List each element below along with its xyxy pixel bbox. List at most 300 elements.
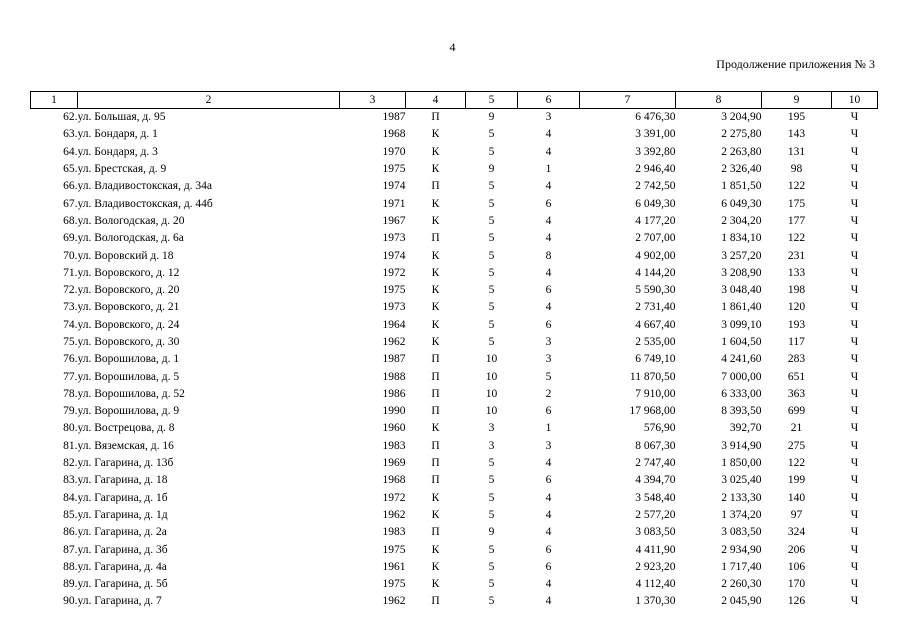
- entrances-cell: 3: [545, 336, 552, 348]
- column-header: 1: [31, 92, 78, 109]
- total-area-cell: 2 731,40: [635, 301, 676, 314]
- address-cell: ул. Гагарина, д. 4а: [77, 560, 167, 573]
- table-row: [31, 593, 878, 610]
- address-cell: ул. Большая, д. 95: [77, 111, 166, 124]
- ownership-form-cell: Ч: [850, 353, 859, 366]
- living-area-cell: 3 204,90: [721, 111, 762, 124]
- column-header: 10: [832, 92, 878, 109]
- total-area-cell: 4 144,20: [635, 266, 676, 279]
- row-number-cell: 66.: [63, 180, 78, 193]
- living-area-cell: 2 263,80: [721, 145, 762, 158]
- living-area-cell: 1 861,40: [721, 301, 762, 314]
- row-number-cell: 80.: [63, 422, 78, 435]
- total-area-cell: 2 923,20: [635, 560, 676, 573]
- floors-cell: 5: [488, 578, 495, 591]
- living-area-cell: 4 241,60: [721, 353, 762, 366]
- residents-cell: 98: [790, 163, 803, 176]
- ownership-form-cell: Ч: [850, 336, 859, 348]
- floors-cell: 5: [488, 214, 495, 227]
- wall-material-cell: П: [431, 232, 440, 245]
- table-row: [31, 144, 878, 161]
- living-area-cell: 3 099,10: [721, 318, 762, 331]
- ownership-form-cell: Ч: [850, 318, 859, 331]
- floors-cell: 9: [488, 163, 495, 176]
- wall-material-cell: П: [431, 526, 440, 539]
- residents-cell: 175: [787, 197, 806, 210]
- living-area-cell: 1 851,50: [721, 180, 762, 193]
- address-cell: ул. Гагарина, д. 2а: [77, 526, 167, 539]
- living-area-cell: 3 025,40: [721, 474, 762, 487]
- address-cell: ул. Ворошилова, д. 5: [77, 370, 180, 383]
- residents-cell: 140: [787, 491, 806, 504]
- column-header: 7: [580, 92, 676, 109]
- table-row: [31, 472, 878, 489]
- ownership-form-cell: Ч: [850, 284, 859, 297]
- living-area-cell: 2 275,80: [721, 128, 762, 141]
- row-number-cell: 64.: [63, 145, 78, 158]
- entrances-cell: 1: [545, 422, 552, 435]
- column-header: 4: [406, 92, 466, 109]
- ownership-form-cell: Ч: [850, 266, 859, 279]
- table-row: [31, 490, 878, 507]
- year-built-cell: 1973: [382, 301, 406, 314]
- year-built-cell: 1975: [382, 578, 406, 591]
- wall-material-cell: П: [431, 439, 440, 452]
- entrances-cell: 6: [545, 284, 552, 297]
- residents-cell: 363: [787, 387, 806, 400]
- floors-cell: 5: [488, 180, 495, 193]
- wall-material-cell: К: [431, 214, 440, 227]
- row-number-cell: 62.: [63, 111, 78, 124]
- ownership-form-cell: Ч: [850, 128, 859, 141]
- year-built-cell: 1961: [382, 560, 406, 573]
- entrances-cell: 4: [545, 508, 552, 521]
- floors-cell: 10: [485, 353, 498, 366]
- floors-cell: 5: [488, 128, 495, 141]
- ownership-form-cell: Ч: [850, 474, 859, 487]
- table-row: [31, 524, 878, 541]
- total-area-cell: 3 391,00: [635, 128, 676, 141]
- address-cell: ул. Вострецова, д. 8: [77, 422, 175, 435]
- table-row: [31, 403, 878, 420]
- address-cell: ул. Ворошилова, д. 52: [77, 387, 185, 400]
- row-number-cell: 68.: [63, 214, 78, 227]
- entrances-cell: 4: [545, 145, 552, 158]
- floors-cell: 5: [488, 145, 495, 158]
- year-built-cell: 1975: [382, 163, 406, 176]
- year-built-cell: 1962: [382, 508, 406, 521]
- year-built-cell: 1964: [382, 318, 406, 331]
- total-area-cell: 11 870,50: [629, 370, 676, 383]
- ownership-form-cell: Ч: [850, 370, 859, 383]
- ownership-form-cell: Ч: [850, 405, 859, 418]
- residents-cell: 122: [787, 232, 806, 245]
- address-cell: ул. Владивостокская, д. 44б: [77, 197, 213, 210]
- living-area-cell: 1 604,50: [721, 336, 762, 348]
- wall-material-cell: К: [431, 318, 440, 331]
- entrances-cell: 6: [545, 543, 552, 556]
- total-area-cell: 5 590,30: [635, 284, 676, 297]
- entrances-cell: 4: [545, 457, 552, 470]
- entrances-cell: 3: [545, 439, 552, 452]
- page-number: 4: [449, 40, 456, 54]
- row-number-cell: 81.: [63, 439, 78, 452]
- floors-cell: 5: [488, 301, 495, 314]
- wall-material-cell: П: [431, 457, 440, 470]
- total-area-cell: 1 370,30: [635, 595, 676, 608]
- total-area-cell: 3 548,40: [635, 491, 676, 504]
- row-number-cell: 82.: [63, 457, 78, 470]
- total-area-cell: 4 411,90: [635, 543, 676, 556]
- address-cell: ул. Воровского, д. 20: [77, 284, 180, 297]
- wall-material-cell: К: [431, 301, 440, 314]
- year-built-cell: 1968: [382, 474, 406, 487]
- year-built-cell: 1990: [382, 405, 406, 418]
- living-area-cell: 3 048,40: [721, 284, 762, 297]
- row-number-cell: 67.: [63, 197, 78, 210]
- ownership-form-cell: Ч: [850, 301, 859, 314]
- total-area-cell: 4 667,40: [635, 318, 676, 331]
- table-row: [31, 386, 878, 403]
- table-row: [31, 351, 878, 368]
- year-built-cell: 1975: [382, 543, 406, 556]
- address-cell: ул. Ворошилова, д. 1: [77, 353, 180, 366]
- residents-cell: 97: [790, 508, 803, 521]
- wall-material-cell: К: [431, 163, 440, 176]
- row-number-cell: 85.: [63, 508, 78, 521]
- total-area-cell: 4 177,20: [635, 214, 676, 227]
- table-row: [31, 559, 878, 576]
- ownership-form-cell: Ч: [850, 145, 859, 158]
- table-row: [31, 420, 878, 437]
- address-cell: ул. Брестская, д. 9: [77, 163, 167, 176]
- year-built-cell: 1960: [382, 422, 406, 435]
- living-area-cell: 2 260,30: [721, 578, 762, 591]
- column-header: 3: [340, 92, 406, 109]
- floors-cell: 5: [488, 474, 495, 487]
- living-area-cell: 2 326,40: [721, 163, 762, 176]
- entrances-cell: 6: [545, 560, 552, 573]
- table-row: [31, 247, 878, 264]
- residents-cell: 122: [787, 457, 806, 470]
- floors-cell: 5: [488, 457, 495, 470]
- wall-material-cell: П: [431, 387, 440, 400]
- residents-cell: 133: [787, 266, 806, 279]
- row-number-cell: 63.: [63, 128, 78, 141]
- residents-cell: 231: [787, 249, 806, 262]
- residents-cell: 195: [787, 111, 806, 124]
- year-built-cell: 1987: [382, 111, 406, 124]
- wall-material-cell: П: [431, 370, 440, 383]
- year-built-cell: 1987: [382, 353, 406, 366]
- address-cell: ул. Гагарина, д. 7: [77, 595, 162, 608]
- entrances-cell: 4: [545, 526, 552, 539]
- address-cell: ул. Воровский д. 18: [77, 249, 174, 262]
- ownership-form-cell: Ч: [850, 232, 859, 245]
- ownership-form-cell: Ч: [850, 422, 859, 435]
- ownership-form-cell: Ч: [850, 214, 859, 227]
- floors-cell: 5: [488, 595, 495, 608]
- residents-cell: 143: [787, 128, 806, 141]
- row-number-cell: 90.: [63, 595, 78, 608]
- living-area-cell: 7 000,00: [721, 370, 762, 383]
- year-built-cell: 1972: [382, 491, 406, 504]
- ownership-form-cell: Ч: [850, 578, 859, 591]
- floors-cell: 9: [488, 111, 495, 124]
- entrances-cell: 4: [545, 128, 552, 141]
- floors-cell: 10: [485, 405, 498, 418]
- residents-cell: 324: [787, 526, 806, 539]
- wall-material-cell: К: [431, 336, 440, 348]
- entrances-cell: 1: [545, 163, 552, 176]
- row-number-cell: 75.: [63, 336, 78, 348]
- wall-material-cell: К: [431, 543, 440, 556]
- residents-cell: 21: [790, 422, 803, 435]
- living-area-cell: 6 333,00: [721, 387, 762, 400]
- floors-cell: 3: [488, 422, 495, 435]
- address-cell: ул. Бондаря, д. 1: [77, 128, 158, 141]
- living-area-cell: 392,70: [729, 422, 762, 435]
- total-area-cell: 3 392,80: [635, 145, 676, 158]
- table-row: [31, 230, 878, 247]
- header-row: [31, 92, 878, 109]
- total-area-cell: 4 112,40: [635, 578, 676, 591]
- living-area-cell: 1 834,10: [721, 232, 762, 245]
- entrances-cell: 8: [545, 249, 552, 262]
- wall-material-cell: П: [431, 595, 440, 608]
- row-number-cell: 86.: [63, 526, 78, 539]
- entrances-cell: 4: [545, 214, 552, 227]
- year-built-cell: 1972: [382, 266, 406, 279]
- total-area-cell: 17 968,00: [629, 405, 676, 418]
- floors-cell: 10: [485, 370, 498, 383]
- year-built-cell: 1988: [382, 370, 406, 383]
- wall-material-cell: К: [431, 197, 440, 210]
- table-row: [31, 317, 878, 334]
- entrances-cell: 6: [545, 197, 552, 210]
- residents-cell: 198: [787, 284, 806, 297]
- table-row: [31, 178, 878, 195]
- entrances-cell: 4: [545, 301, 552, 314]
- address-cell: ул. Гагарина, д. 1д: [77, 508, 168, 521]
- wall-material-cell: К: [431, 508, 440, 521]
- residents-cell: 699: [787, 405, 806, 418]
- residents-cell: 283: [787, 353, 806, 366]
- ownership-form-cell: Ч: [850, 595, 859, 608]
- entrances-cell: 3: [545, 353, 552, 366]
- table-row: [31, 507, 878, 524]
- floors-cell: 5: [488, 249, 495, 262]
- living-area-cell: 2 045,90: [721, 595, 762, 608]
- table-row: [31, 438, 878, 455]
- entrances-cell: 4: [545, 578, 552, 591]
- year-built-cell: 1962: [382, 336, 406, 348]
- residents-cell: 170: [787, 578, 806, 591]
- wall-material-cell: К: [431, 128, 440, 141]
- table-body: [31, 109, 878, 611]
- row-number-cell: 87.: [63, 543, 78, 556]
- floors-cell: 5: [488, 232, 495, 245]
- living-area-cell: 2 934,90: [721, 543, 762, 556]
- residents-cell: 206: [787, 543, 806, 556]
- address-cell: ул. Бондаря, д. 3: [77, 145, 158, 158]
- floors-cell: 10: [485, 387, 498, 400]
- table-row: [31, 265, 878, 282]
- ownership-form-cell: Ч: [850, 543, 859, 556]
- total-area-cell: 3 083,50: [635, 526, 676, 539]
- address-cell: ул. Воровского, д. 24: [77, 318, 180, 331]
- row-number-cell: 83.: [63, 474, 78, 487]
- residents-cell: 106: [787, 560, 806, 573]
- entrances-cell: 4: [545, 180, 552, 193]
- table-row: [31, 213, 878, 230]
- address-cell: ул. Вологодская, д. 6а: [77, 232, 184, 245]
- column-header: 5: [466, 92, 518, 109]
- floors-cell: 5: [488, 336, 495, 348]
- wall-material-cell: К: [431, 422, 440, 435]
- wall-material-cell: П: [431, 405, 440, 418]
- floors-cell: 5: [488, 560, 495, 573]
- column-header: 9: [762, 92, 832, 109]
- housing-table: [30, 91, 878, 611]
- floors-cell: 5: [488, 491, 495, 504]
- total-area-cell: 8 067,30: [635, 439, 676, 452]
- entrances-cell: 4: [545, 595, 552, 608]
- ownership-form-cell: Ч: [850, 560, 859, 573]
- floors-cell: 5: [488, 318, 495, 331]
- residents-cell: 199: [787, 474, 806, 487]
- row-number-cell: 73.: [63, 301, 78, 314]
- living-area-cell: 3 083,50: [721, 526, 762, 539]
- table-row: [31, 368, 878, 385]
- total-area-cell: 2 747,40: [635, 457, 676, 470]
- address-cell: ул. Вологодская, д. 20: [77, 214, 185, 227]
- wall-material-cell: П: [431, 474, 440, 487]
- wall-material-cell: К: [431, 491, 440, 504]
- ownership-form-cell: Ч: [850, 249, 859, 262]
- row-number-cell: 65.: [63, 163, 78, 176]
- wall-material-cell: К: [431, 249, 440, 262]
- column-header: 6: [518, 92, 580, 109]
- total-area-cell: 2 742,50: [635, 180, 676, 193]
- row-number-cell: 74.: [63, 318, 78, 331]
- floors-cell: 5: [488, 508, 495, 521]
- table-row: [31, 455, 878, 472]
- residents-cell: 131: [787, 145, 806, 158]
- residents-cell: 120: [787, 301, 806, 314]
- address-cell: ул. Гагарина, д. 1б: [77, 491, 168, 504]
- year-built-cell: 1973: [382, 232, 406, 245]
- residents-cell: 651: [787, 370, 806, 383]
- living-area-cell: 2 133,30: [721, 491, 762, 504]
- year-built-cell: 1969: [382, 457, 406, 470]
- residents-cell: 126: [787, 595, 806, 608]
- living-area-cell: 3 914,90: [721, 439, 762, 452]
- total-area-cell: 6 049,30: [635, 197, 676, 210]
- row-number-cell: 69.: [63, 232, 78, 245]
- year-built-cell: 1975: [382, 284, 406, 297]
- table-row: [31, 126, 878, 143]
- year-built-cell: 1962: [382, 595, 406, 608]
- address-cell: ул. Гагарина, д. 5б: [77, 578, 168, 591]
- ownership-form-cell: Ч: [850, 180, 859, 193]
- wall-material-cell: К: [431, 284, 440, 297]
- table-row: [31, 109, 878, 127]
- wall-material-cell: К: [431, 578, 440, 591]
- year-built-cell: 1983: [382, 439, 406, 452]
- floors-cell: 3: [488, 439, 495, 452]
- total-area-cell: 4 902,00: [635, 249, 676, 262]
- living-area-cell: 6 049,30: [721, 197, 762, 210]
- table-row: [31, 161, 878, 178]
- floors-cell: 5: [488, 266, 495, 279]
- wall-material-cell: К: [431, 266, 440, 279]
- year-built-cell: 1986: [382, 387, 406, 400]
- living-area-cell: 3 208,90: [721, 266, 762, 279]
- living-area-cell: 1 717,40: [721, 560, 762, 573]
- row-number-cell: 72.: [63, 284, 78, 297]
- address-cell: ул. Гагарина, д. 13б: [77, 457, 174, 470]
- total-area-cell: 6 476,30: [635, 111, 676, 124]
- living-area-cell: 2 304,20: [721, 214, 762, 227]
- ownership-form-cell: Ч: [850, 111, 859, 124]
- entrances-cell: 6: [545, 405, 552, 418]
- row-number-cell: 89.: [63, 578, 78, 591]
- wall-material-cell: К: [431, 145, 440, 158]
- entrances-cell: 5: [545, 370, 552, 383]
- address-cell: ул. Гагарина, д. 18: [77, 474, 168, 487]
- residents-cell: 193: [787, 318, 806, 331]
- entrances-cell: 6: [545, 318, 552, 331]
- row-number-cell: 79.: [63, 405, 78, 418]
- entrances-cell: 4: [545, 266, 552, 279]
- ownership-form-cell: Ч: [850, 508, 859, 521]
- ownership-form-cell: Ч: [850, 387, 859, 400]
- table-row: [31, 299, 878, 316]
- residents-cell: 122: [787, 180, 806, 193]
- total-area-cell: 2 577,20: [635, 508, 676, 521]
- year-built-cell: 1983: [382, 526, 406, 539]
- row-number-cell: 88.: [63, 560, 78, 573]
- entrances-cell: 3: [545, 111, 552, 124]
- wall-material-cell: П: [431, 180, 440, 193]
- row-number-cell: 78.: [63, 387, 78, 400]
- row-number-cell: 70.: [63, 249, 78, 262]
- table-row: [31, 282, 878, 299]
- year-built-cell: 1971: [382, 197, 406, 210]
- row-number-cell: 76.: [63, 353, 78, 366]
- ownership-form-cell: Ч: [850, 491, 859, 504]
- column-header: 8: [676, 92, 762, 109]
- year-built-cell: 1967: [382, 214, 406, 227]
- living-area-cell: 8 393,50: [721, 405, 762, 418]
- total-area-cell: 2 707,00: [635, 232, 676, 245]
- ownership-form-cell: Ч: [850, 526, 859, 539]
- year-built-cell: 1968: [382, 128, 406, 141]
- table-row: [31, 576, 878, 593]
- entrances-cell: 2: [545, 387, 552, 400]
- residents-cell: 117: [788, 336, 805, 348]
- total-area-cell: 6 749,10: [635, 353, 676, 366]
- ownership-form-cell: Ч: [850, 197, 859, 210]
- address-cell: ул. Гагарина, д. 3б: [77, 543, 168, 556]
- appendix-title: Продолжение приложения № 3: [716, 57, 875, 71]
- row-number-cell: 71.: [63, 266, 78, 279]
- wall-material-cell: К: [431, 560, 440, 573]
- total-area-cell: 7 910,00: [635, 387, 676, 400]
- table-row: [31, 195, 878, 212]
- entrances-cell: 4: [545, 232, 552, 245]
